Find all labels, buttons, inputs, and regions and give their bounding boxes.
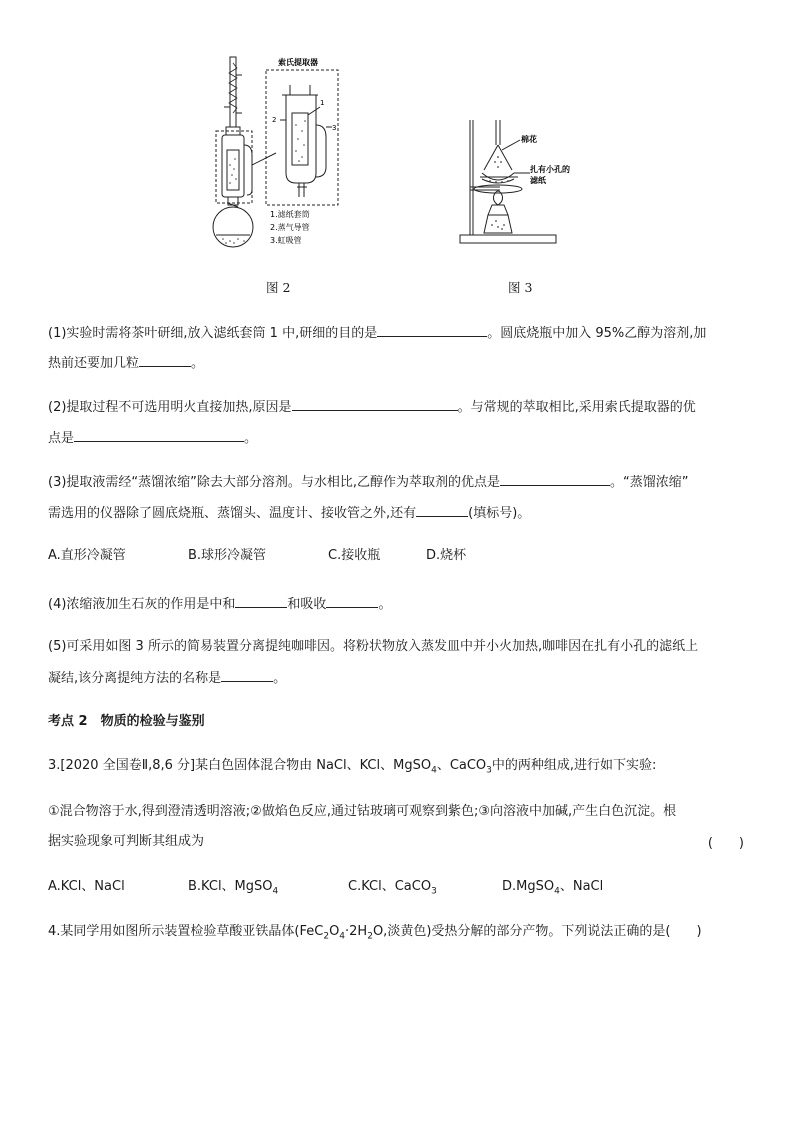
answer-blank[interactable] [326,593,378,608]
figure-3-label-cotton: 棉花 [521,135,537,144]
figure-3-caption: 图 3 [508,280,533,295]
answer-blank[interactable] [221,667,273,682]
figure-2-legend-3: 3.虹吸管 [270,236,302,245]
figure-3-label-filter-line2: 滤纸 [530,176,546,185]
option-c[interactable]: C.KCl、CaCO$_3$ [348,879,437,897]
figure-2-caption: 图 2 [266,280,291,295]
question-5-line-1: (5)可采用如图 3 所示的简易装置分离提纯咖啡因。将粉状物放入蒸发皿中并小火加热,咖啡因在扎有小孔的滤纸上 [48,639,699,654]
figure-3-label-filter-line1: 扎有小孔的 [530,165,570,174]
option-d[interactable]: D.MgSO$_4$、NaCl [502,879,604,897]
figure-2-legend-1: 1.滤纸套筒 [270,210,310,219]
question-5-line-2: 凝结,该分离提纯方法的名称是 。 [48,667,286,689]
problem-3-stem: 3.[2020 全国卷Ⅱ,8,6 分]某白色固体混合物由 NaCl、KCl、MgSO$_4$、CaCO$_3$中的两种组成,进行如下实验: [48,758,657,776]
option-b[interactable]: B.KCl、MgSO$_4$ [188,879,279,897]
option-a[interactable]: A.直形冷凝管 [48,548,126,563]
question-4-line: (4)浓缩液加生石灰的作用是中和 和吸收 。 [48,593,391,615]
problem-3-options [48,877,603,902]
question-3-line-2: 需选用的仪器除了圆底烧瓶、蒸馏头、温度计、接收管之外,还有 (填标号)。 [48,502,530,524]
problem-3-line-3: 据实验现象可判断其组成为 [48,834,205,849]
figure-2-title: 索氏提取器 [278,58,318,67]
figure-2-label-3: 3 [332,124,337,132]
question-3-options [48,546,466,566]
answer-blank[interactable] [235,593,287,608]
question-2-line-1: (2)提取过程不可选用明火直接加热,原因是 。与常规的萃取相比,采用索氏提取器的优 [48,396,696,418]
answer-blank[interactable] [416,502,468,517]
answer-blank[interactable] [500,471,610,486]
answer-blank[interactable] [292,396,458,411]
answer-blank[interactable] [139,352,191,367]
section-heading: 考点 2 物质的检验与鉴别 [48,714,205,729]
question-2-line-2: 点是 。 [48,427,257,449]
figure-2-soxhlet-apparatus [208,55,348,255]
option-c[interactable]: C.接收瓶 [328,548,381,563]
question-3-line-1: (3)提取液需经“蒸馏浓缩”除去大部分溶剂。与水相比,乙醇作为萃取剂的优点是 。“蒸馏浓缩” [48,471,689,493]
answer-blank[interactable] [74,427,244,442]
figure-2-label-2: 2 [272,116,277,124]
figure-2-label-1: 1 [320,99,325,107]
question-1-line-2: 热前还要加几粒 。 [48,352,204,374]
figure-2-legend-2: 2.蒸气导管 [270,223,310,232]
option-a[interactable]: A.KCl、NaCl [48,879,125,894]
question-1-line-1: (1)实验时需将茶叶研细,放入滤纸套筒 1 中,研细的目的是 。圆底烧瓶中加入 95%乙醇为溶剂,加 [48,322,706,344]
problem-4-stem: 4.某同学用如图所示装置检验草酸亚铁晶体($FeC_2O_4\cdot 2H_2O$,淡黄色)受热分解的部分产物。下列说法正确的是( ) [48,924,702,942]
figure-3-sublimation-apparatus [458,115,588,250]
answer-blank[interactable] [377,322,487,337]
problem-3-line-2: ①混合物溶于水,得到澄清透明溶液;②做焰色反应,通过钴玻璃可观察到紫色;③向溶液中加碱,产生白色沉淀。根 [48,804,677,819]
answer-parentheses[interactable]: ( ) [707,836,744,851]
option-b[interactable]: B.球形冷凝管 [188,548,267,563]
option-d[interactable]: D.烧杯 [426,548,467,563]
